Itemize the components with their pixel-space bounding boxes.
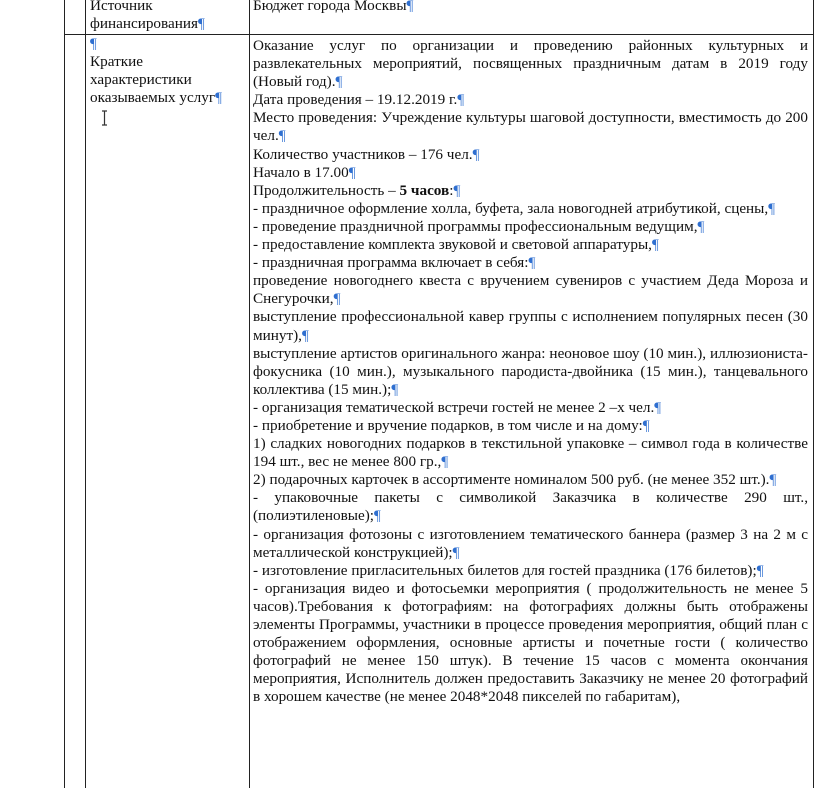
service-characteristics-label-cell[interactable]	[90, 35, 248, 107]
list-item-gifts: - приобретение и вручение подарков, в том числе и на дому:¶	[253, 416, 650, 434]
table-right-border	[813, 0, 814, 788]
paragraph-intro: Оказание услуг по организации и проведению районных культурных и развлекательных мероприятий, посвященных праздничным датам в 2019 году (Новый год).¶	[253, 37, 808, 91]
paragraph-cover-band: выступление профессиональной кавер группы с исполнением популярных песен (30 минут),¶	[253, 308, 808, 344]
pilcrow-mark: ¶	[406, 0, 414, 14]
list-item-photo-video: - организация видео и фотосьемки мероприятия ( продолжительность не менее 5 часов).Требования к фотографиям: на фотографиях должны быть отображены элементы Программы, участники в процессе проведения мероприятия, общий план с отображением оформления, основные артисты и почетные гости ( количество фотографий не менее 150 штук). В течение 15 часов с момента окончания мероприятия, Исполнитель должен предоставить Заказчику не менее 20 фотографий в хорошем качестве (не менее 2048*2048 пикселей по габаритам),	[253, 579, 808, 706]
paragraph-artists: выступление артистов оригинального жанра: неоновое шоу (10 мин.), иллюзиониста-фокусника (10 мин.), музыкального пародиста-двойника (15 мин.), танцевального коллектива (15 мин.);¶	[253, 344, 808, 398]
paragraph-participants: Количество участников – 176 чел.¶	[253, 145, 480, 163]
list-item-equipment: - предоставление комплекта звуковой и световой аппаратуры,¶	[253, 236, 659, 254]
funding-source-label-cell[interactable]	[90, 0, 245, 33]
paragraph-duration: Продолжительность – 5 часов:¶	[253, 181, 461, 199]
service-description-cell[interactable]	[253, 37, 808, 706]
list-item-guest-meeting: - организация тематической встречи гостей не менее 2 –х чел.¶	[253, 398, 662, 416]
list-item-decoration: - праздничное оформление холла, буфета, зала новогодней атрибутикой, сцены,¶	[253, 199, 776, 217]
paragraph-date: Дата проведения – 19.12.2019 г.¶	[253, 91, 465, 109]
table-left-border	[64, 0, 65, 788]
pilcrow-mark: ¶	[90, 35, 97, 52]
list-item-packaging: - упаковочные пакеты с символикой Заказчика в количестве 290 шт., (полиэтиленовые);¶	[253, 489, 808, 525]
funding-source-value: Бюджет города Москвы	[253, 0, 407, 14]
paragraph-gift-cards: 2) подарочных карточек в ассортименте номиналом 500 руб. (не менее 352 шт.).¶	[253, 471, 777, 489]
paragraph-venue: Место проведения: Учреждение культуры шаговой доступности, вместимость до 200 чел.¶	[253, 109, 808, 145]
list-item-host: - проведение праздничной программы профессиональным ведущим,¶	[253, 217, 705, 235]
funding-source-value-cell[interactable]	[253, 0, 808, 15]
pilcrow-mark: ¶	[197, 15, 205, 33]
funding-source-label: Источник финансирования	[90, 0, 198, 33]
paragraph-sweet-gifts: 1) сладких новогодних подарков в текстильной упаковке – символ года в количестве 194 шт., вес не менее 800 гр.,¶	[253, 435, 808, 471]
text-cursor-icon	[101, 110, 108, 126]
paragraph-start-time: Начало в 17.00¶	[253, 163, 356, 181]
list-item-program: - праздничная программа включает в себя:¶	[253, 254, 536, 272]
list-item-photozone: - организация фотозоны с изготовлением тематического баннера (размер 3 на 2 м с металлической конструкцией);¶	[253, 525, 808, 561]
service-characteristics-label: Краткие характеристики оказываемых услуг	[90, 53, 216, 107]
column-divider-middle	[249, 0, 250, 788]
paragraph-quest: проведение новогоднего квеста с вручением сувениров с участием Деда Мороза и Снегурочки,¶	[253, 272, 808, 308]
pilcrow-mark: ¶	[215, 89, 222, 107]
column-divider-left	[85, 0, 86, 788]
list-item-invitations: - изготовление пригласительных билетов для гостей праздника (176 билетов);¶	[253, 561, 764, 579]
